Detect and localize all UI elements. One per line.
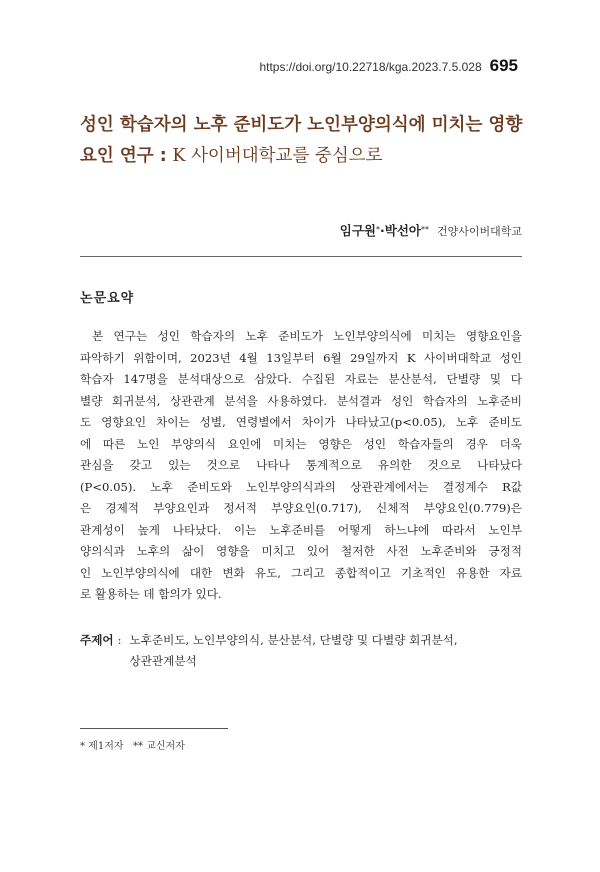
footnote-divider [80, 728, 228, 729]
keywords-line-1: 노후준비도, 노인부양의식, 분산분석, 단별량 및 다별량 회귀분석, [129, 633, 458, 647]
keywords-block [80, 630, 530, 672]
keywords-line-2: 상관관계분석 [129, 654, 197, 668]
doi-link[interactable]: https://doi.org/10.22718/kga.2023.7.5.028 [259, 60, 482, 74]
abstract-line: 파악하기 위함이며, 2023년 4월 13일부터 6월 29일까지 K 사이버대학교 성인 [80, 350, 522, 365]
author-1-mark: * [376, 225, 381, 234]
abstract-line: (P<0.05). 노후 준비도와 노인부양의식과의 상관관계에서는 결정계수 R값 [80, 479, 522, 494]
affiliation: 건양사이버대학교 [436, 225, 522, 238]
paper-title [80, 110, 540, 172]
author-2: 박선아 [384, 223, 421, 238]
author-1: 임구원 [339, 223, 377, 238]
abstract-line: 에 따른 노인 부양의식 요인에 미치는 영향은 성인 학습자들의 경우 더욱 [80, 436, 522, 451]
keywords-colon: : [117, 633, 122, 647]
abstract-line: 은 경제적 부양요인과 정서적 부양요인(0.717), 신체적 부양요인(0.779)은 [80, 501, 522, 515]
footnote: * 제1저자 ** 교신저자 [80, 741, 185, 752]
title-line-2-bold: 요인 연구 : [80, 146, 167, 166]
keywords-label: 주제어 [80, 633, 114, 647]
abstract-heading: 논문요약 [80, 291, 135, 306]
keywords-text [130, 630, 458, 672]
title-line-2-rest: K 사이버대학교를 중심으로 [166, 146, 383, 166]
abstract-line: 관계성이 높게 나타났다. 이는 노후준비를 어떻게 하느냐에 따라서 노인부 [80, 522, 522, 537]
page-header [259, 56, 518, 76]
header-divider [80, 256, 522, 257]
abstract-line: 별량 회귀분석, 상관관계 분석을 사용하였다. 분석결과 성인 학습자의 노후준비 [80, 393, 522, 408]
title-line-2 [80, 141, 540, 172]
abstract-line: 로 활용하는 데 함의가 있다. [80, 587, 222, 601]
author-line [340, 221, 522, 239]
page-number: 695 [489, 56, 518, 75]
author-separator: · [380, 223, 385, 238]
title-line-1: 성인 학습자의 노후 준비도가 노인부양의식에 미치는 영향 [80, 115, 523, 135]
abstract-line: 본 연구는 성인 학습자의 노후 준비도가 노인부양의식에 미치는 영향요인을 [92, 329, 522, 343]
abstract-line: 인 노인부양의식에 대한 변화 유도, 그리고 종합적이고 기초적인 유용한 자료 [80, 565, 522, 580]
abstract-line: 학습자 147명을 분석대상으로 삼았다. 수집된 자료는 분산분석, 단별량 및 다 [80, 372, 522, 386]
abstract-body [80, 326, 522, 606]
abstract-line: 도 영향요인 차이는 성별, 연령별에서 차이가 나타났고(p<0.05), 노후 준비도 [80, 415, 522, 429]
abstract-line: 양의식과 노후의 삶이 영향을 미치고 있어 철저한 사전 노후준비와 긍정적 [80, 544, 522, 558]
abstract-line: 관심을 갖고 있는 것으로 나타나 통계적으로 유의한 것으로 나타났다 [80, 458, 522, 472]
author-2-mark: ** [421, 225, 429, 234]
